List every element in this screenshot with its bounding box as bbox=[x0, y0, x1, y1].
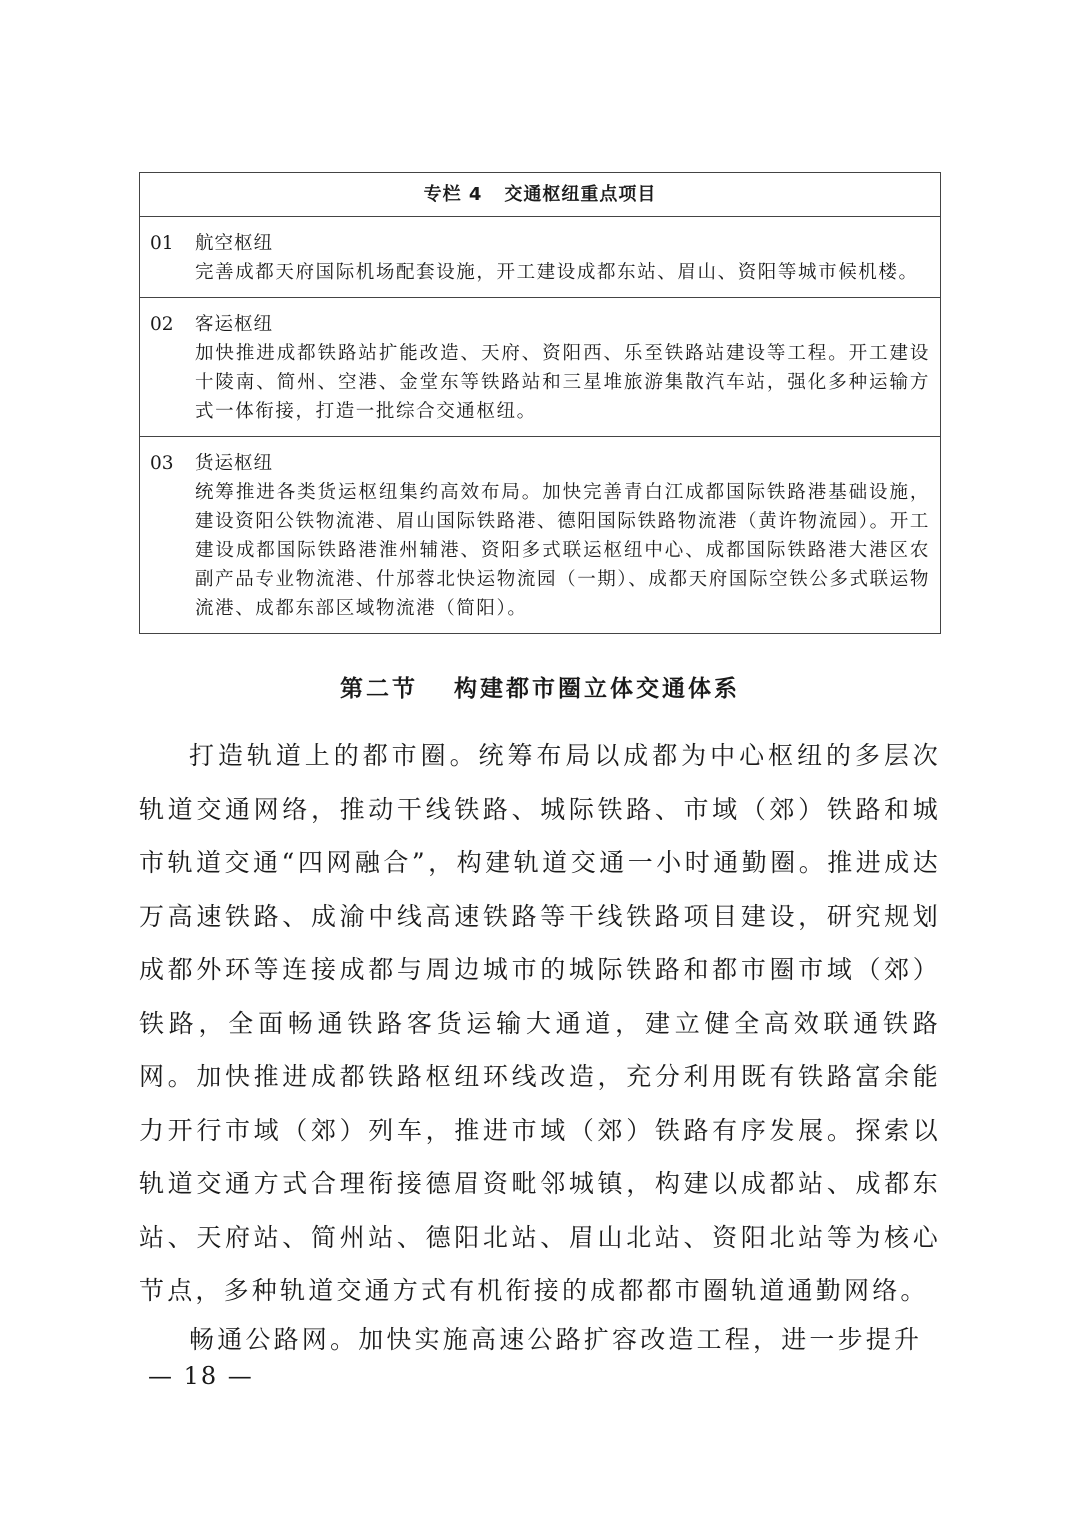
body-paragraph: 畅通公路网。加快实施高速公路扩容改造工程，进一步提升 bbox=[189, 1325, 923, 1354]
body-paragraph: 打造轨道上的都市圈。统筹布局以成都为中心枢纽的多层次轨道交通网络，推动干线铁路、城际铁路、市域（郊）铁路和城市轨道交通“四网融合”，构建轨道交通一小时通勤圈。推进成达万高速铁路、成渝中线高速铁路等干线铁路项目建设，研究规划成都外环等连接成都与周边城市的城际铁路和都市圈市域（郊）铁路，全面畅通铁路客货运输大通道，建立健全高效联通铁路网。加快推进成都铁路枢纽环线改造，充分利用既有铁路富余能力开行市域（郊）列车，推进市域（郊）铁路有序发展。探索以轨道交通方式合理衔接德眉资毗邻城镇，构建以成都站、成都东站、天府站、简州站、德阳北站、眉山北站、资阳北站等为核心节点，多种轨道交通方式有机衔接的成都都市圈轨道通勤网络。 bbox=[139, 741, 941, 1305]
row-title: 客运枢纽 bbox=[195, 314, 274, 335]
feature-box-label: 专栏 4 bbox=[423, 184, 483, 205]
project-row-aviation bbox=[140, 217, 940, 298]
row-text: 统筹推进各类货运枢纽集约高效布局。加快完善青白江成都国际铁路港基础设施，建设资阳公铁物流港、眉山国际铁路港、德阳国际铁路物流港（黄许物流园）。开工建设成都国际铁路港淮州辅港、资阳多式联运枢纽中心、成都国际铁路港大港区农副产品专业物流港、什邡蓉北快运物流园（一期）、成都天府国际空铁公多式联运物流港、成都东部区域物流港（简阳）。 bbox=[195, 482, 930, 619]
row-number: 02 bbox=[150, 314, 174, 335]
section-number: 第二节 bbox=[340, 676, 418, 702]
row-number: 01 bbox=[150, 233, 174, 254]
row-text: 加快推进成都铁路站扩能改造、天府、资阳西、乐至铁路站建设等工程。开工建设十陵南、简州、空港、金堂东等铁路站和三星堆旅游集散汽车站，强化多种运输方式一体衔接，打造一批综合交通枢纽。 bbox=[195, 343, 930, 422]
row-number: 03 bbox=[150, 453, 174, 474]
feature-box-title bbox=[140, 173, 940, 217]
page-number: — 18 — bbox=[148, 1362, 254, 1390]
section-heading bbox=[139, 670, 941, 703]
feature-box bbox=[139, 172, 941, 634]
row-text: 完善成都天府国际机场配套设施，开工建设成都东站、眉山、资阳等城市候机楼。 bbox=[195, 262, 919, 283]
section-title: 构建都市圈立体交通体系 bbox=[454, 676, 740, 702]
project-row-passenger bbox=[140, 298, 940, 437]
row-title: 货运枢纽 bbox=[195, 453, 274, 474]
feature-box-heading: 交通枢纽重点项目 bbox=[504, 184, 657, 205]
project-row-freight bbox=[140, 437, 940, 633]
row-title: 航空枢纽 bbox=[195, 233, 274, 254]
